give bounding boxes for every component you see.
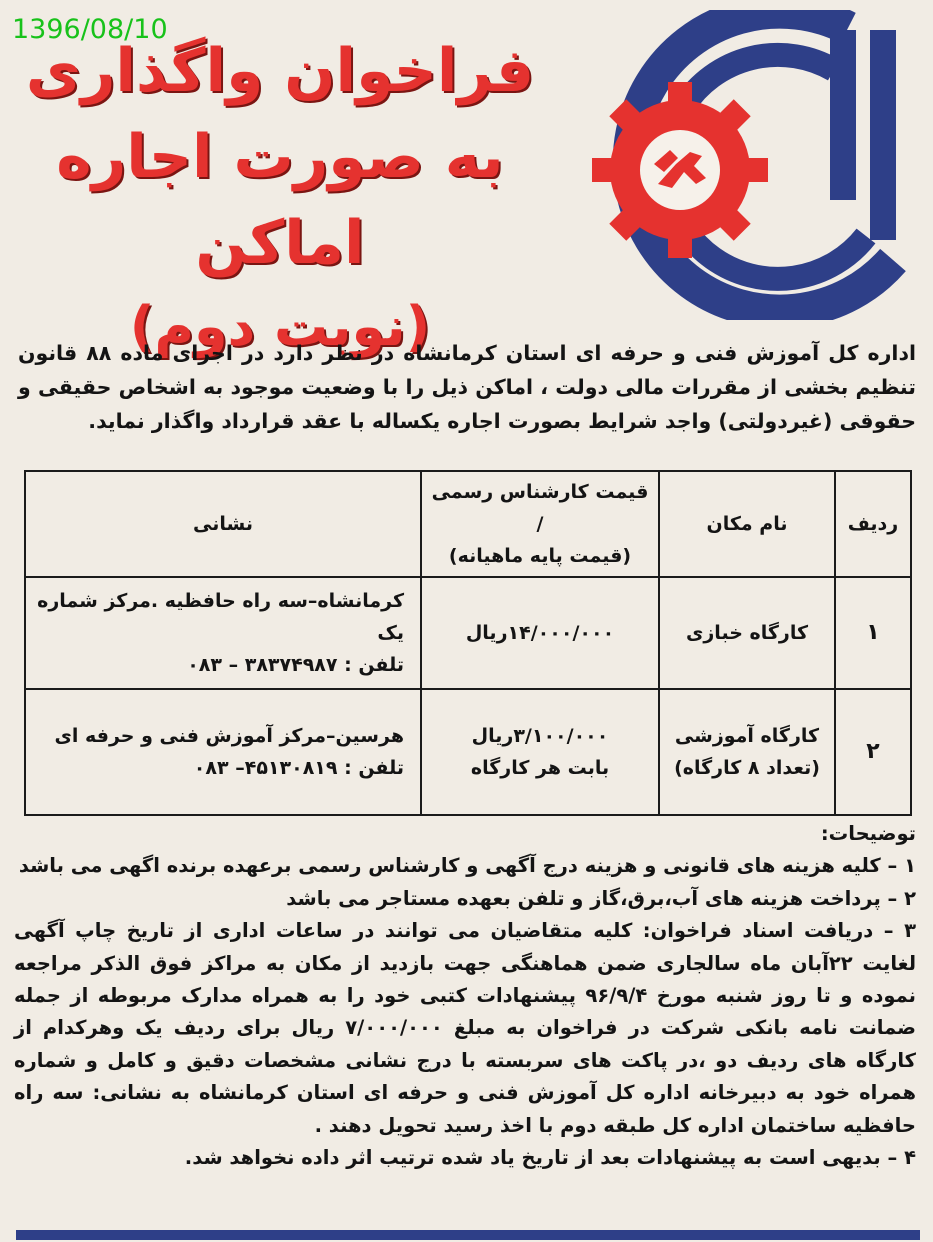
title-line-3: (نوبت دوم) (129, 295, 431, 358)
note-item: ۳ – دریافت اسناد فراخوان: کلیه متقاضیان می توانند در ساعات اداری از تاریخ چاپ آگهی لغایت ۲۲آبان ماه سالجاری ضمن هماهنگی جهت بازدید از مکان به مراکز فوق الذکر مراجعه نموده و تا روز شنبه مورخ ۹۶/۹/۴ پیشنهادات کتبی خود را به همراه مدارک مربوطه از جمله ضمانت نامه بانکی شرکت در فراخوان به مبلغ ۷/۰۰۰/۰۰۰ ریال برای ردیف یک وهرکدام از کارگاه های ردیف دو ،در پاکت های سربسته با درج نشانی مشخصات دقیق و کامل و شماره همراه خود به دبیرخانه اداره کل آموزش فنی و حرفه ای استان کرمانشاه به نشانی: سه راه حافظیه ساختمان اداره کل طبقه دوم با اخذ رسید تحویل دهند . (14, 919, 917, 1137)
note-item: ۱ – کلیه هزینه های قانونی و هزینه درج آگهی و کارشناس رسمی برعهده برنده اگهی می باشد (18, 854, 916, 878)
price-line-1: ۳/۱۰۰/۰۰۰ریال (471, 725, 609, 747)
place-name-cell (659, 689, 835, 815)
tvto-logo-icon (548, 10, 918, 320)
address-line-1: کرمانشاه–سه راه حافظیه .مرکز شماره یک (37, 590, 404, 644)
place-name-line-1: کارگاه خبازی (685, 622, 809, 644)
place-name-line-2: (تعداد ۸ کارگاه) (674, 757, 820, 779)
header-place-name: نام مکان (659, 471, 835, 577)
header-row-no: ردیف (835, 471, 911, 577)
price-line-2: بابت هر کارگاه (470, 757, 610, 779)
price-line-1: ۱۴/۰۰۰/۰۰۰ریال (465, 622, 615, 644)
row-no-cell: ۱ (835, 577, 911, 689)
title-line-2: به صورت اجاره اماکن (56, 122, 504, 278)
place-name-line-1: کارگاه آموزشی (674, 725, 820, 747)
address-cell (25, 689, 421, 815)
place-name-cell (659, 577, 835, 689)
price-cell (421, 577, 659, 689)
notes-section (14, 818, 916, 1174)
table-row (25, 689, 911, 815)
row-no-cell: ۲ (835, 689, 911, 815)
table-header-row (25, 471, 911, 577)
places-table (24, 470, 912, 800)
note-item: ۴ – بدیهی است به پیشنهادات بعد از تاریخ یاد شده ترتیب اثر داده نخواهد شد. (184, 1146, 916, 1170)
intro-paragraph: اداره کل آموزش فنی و حرفه ای استان کرمانشاه در نظر دارد در اجرای ماده ۸۸ قانون تنظیم بخشی از مقررات مالی دولت ، اماکن ذیل را با وضعیت موجود به اشخاص حقیقی و حقوقی (غیردولتی) واجد شرایط بصورت اجاره یکساله با عقد قرارداد واگذار نماید. (18, 341, 916, 433)
title-line-1: فراخوان واگذاری (25, 36, 535, 106)
address-cell (25, 577, 421, 689)
header-address: نشانی (25, 471, 421, 577)
table-row (25, 577, 911, 689)
header-price-line-2: (قیمت پایه ماهیانه) (448, 545, 632, 567)
address-line-1: هرسین–مرکز آموزش فنی و حرفه ای (54, 725, 404, 747)
announcement-title (0, 28, 560, 368)
address-line-2: تلفن : ۳۸۳۷۴۹۸۷ – ۰۸۳ (187, 654, 404, 676)
header-price-line-1: قیمت کارشناس رسمی / (431, 481, 649, 535)
date-stamp: 1396/08/10 (12, 14, 168, 45)
header-price (421, 471, 659, 577)
notes-title: توضیحات: (820, 822, 916, 845)
price-cell (421, 689, 659, 815)
bottom-border (16, 1230, 920, 1240)
address-line-2: تلفن : ۴۵۱۳۰۸۱۹– ۰۸۳ (193, 757, 404, 779)
note-item: ۲ – پرداخت هزینه های آب،برق،گاز و تلفن بعهده مستاجر می باشد (286, 886, 916, 910)
